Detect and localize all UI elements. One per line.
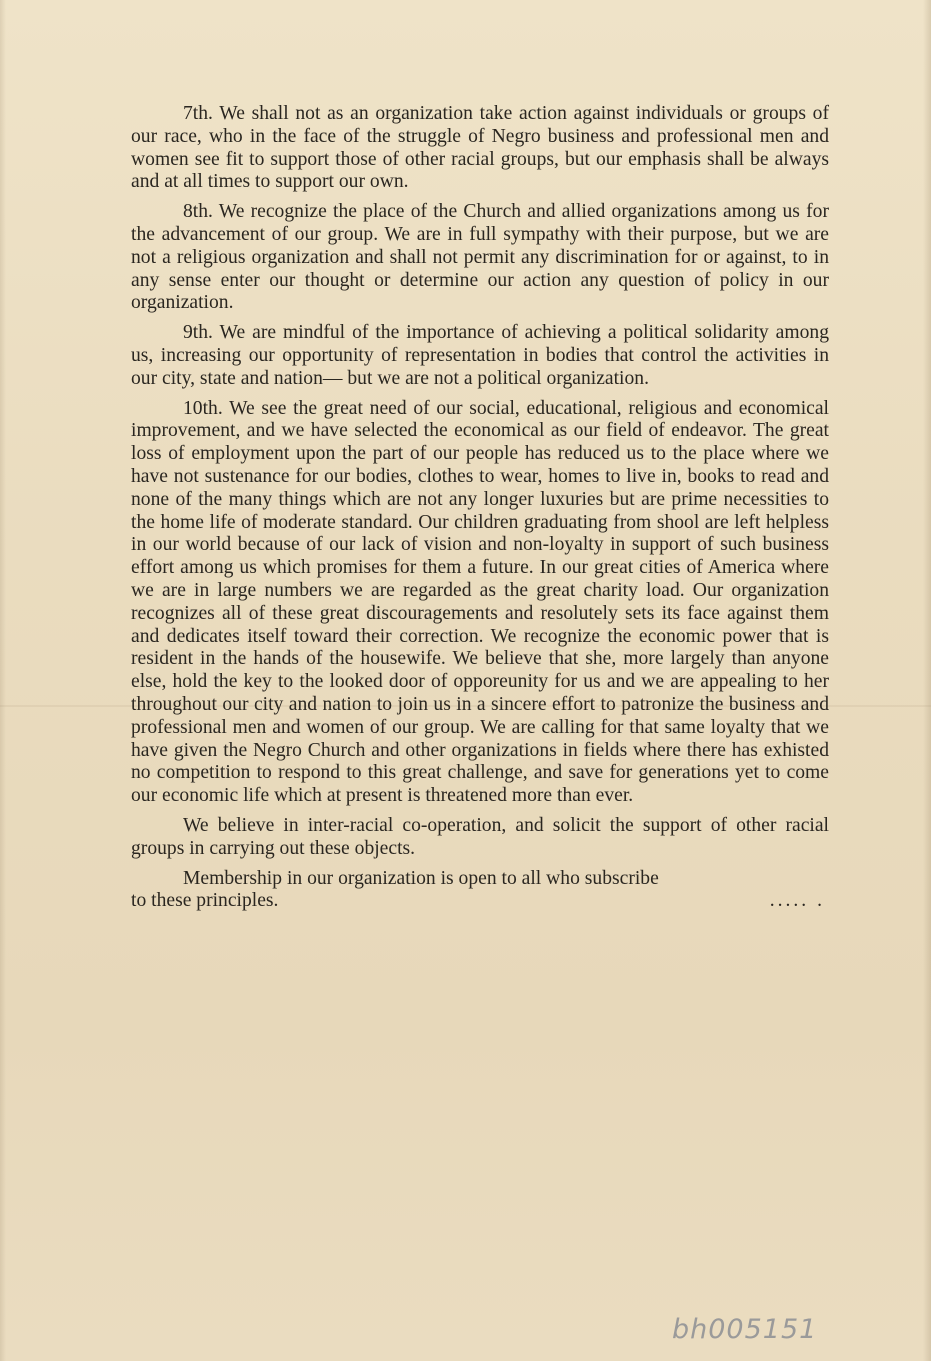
- paragraph-membership: [131, 868, 829, 891]
- document-body: [131, 103, 829, 913]
- closing-dots: ..... .: [769, 890, 825, 912]
- membership-line-2: to these principles.: [131, 890, 279, 912]
- paragraph-8th: 8th. We recognize the place of the Church and allied organizations among us for the advancement of our group. We are in full sympathy with their purpose, but we are not a religious organization and shall not permit any discrimination for or against, to in any sense enter our thought or determine our action any question of policy in our organization.: [131, 201, 829, 314]
- membership-line-1: Membership in our organization is open to all who subscribe: [183, 867, 659, 889]
- paragraph-9th: 9th. We are mindful of the importance of achieving a political solidarity among us, increasing our opportunity of representation in bodies that control the activities in our city, state and nation— but we are not a political organization.: [131, 322, 829, 389]
- page-edge-shadow-right: [923, 0, 931, 1361]
- catalog-number-handwritten: bh005151: [672, 1314, 818, 1345]
- membership-closing-line: [131, 890, 829, 913]
- paragraph-inter-racial: We believe in inter-racial co-operation, and solicit the support of other racial groups in carrying out these objects.: [131, 814, 829, 859]
- page-edge-shadow-left: [0, 0, 6, 1361]
- paragraph-7th: 7th. We shall not as an organization take action against individuals or groups of our race, who in the face of the struggle of Negro business and professional men and women see fit to support those of other racial groups, but our emphasis shall be always and at all times to support our own.: [131, 103, 829, 193]
- paragraph-10th: 10th. We see the great need of our social, educational, religious and economical improvement, and we have selected the economical as our field of endeavor. The great loss of employment upon the part of our people has reduced us to the place where we have not sustenance for our bodies, clothes to wear, homes to live in, books to read and none of the many things which are not any longer luxuries but are prime necessities to the home life of moderate standard. Our children graduating from shool are left helpless in our world because of our lack of vision and non-loyalty in support of such business effort among us which promises for them a future. In our great cities of America where we are in large numbers we are regarded as the great charity load. Our organization recognizes all of these great discouragements and resolutely sets its face against them and dedicates itself toward their correction. We recognize the economic power that is resident in the hands of the housewife. We believe that she, more largely than anyone else, hold the key to the looked door of opporeunity for us and we are appealing to her throughout our city and nation to join us in a sincere effort to patronize the business and professional men and women of our group. We are calling for that same loyalty that we have given the Negro Church and other organizations in fields where there has exhisted no competition to respond to this great challenge, and save for generations yet to come our economic life which at present is threatened more than ever.: [131, 397, 829, 807]
